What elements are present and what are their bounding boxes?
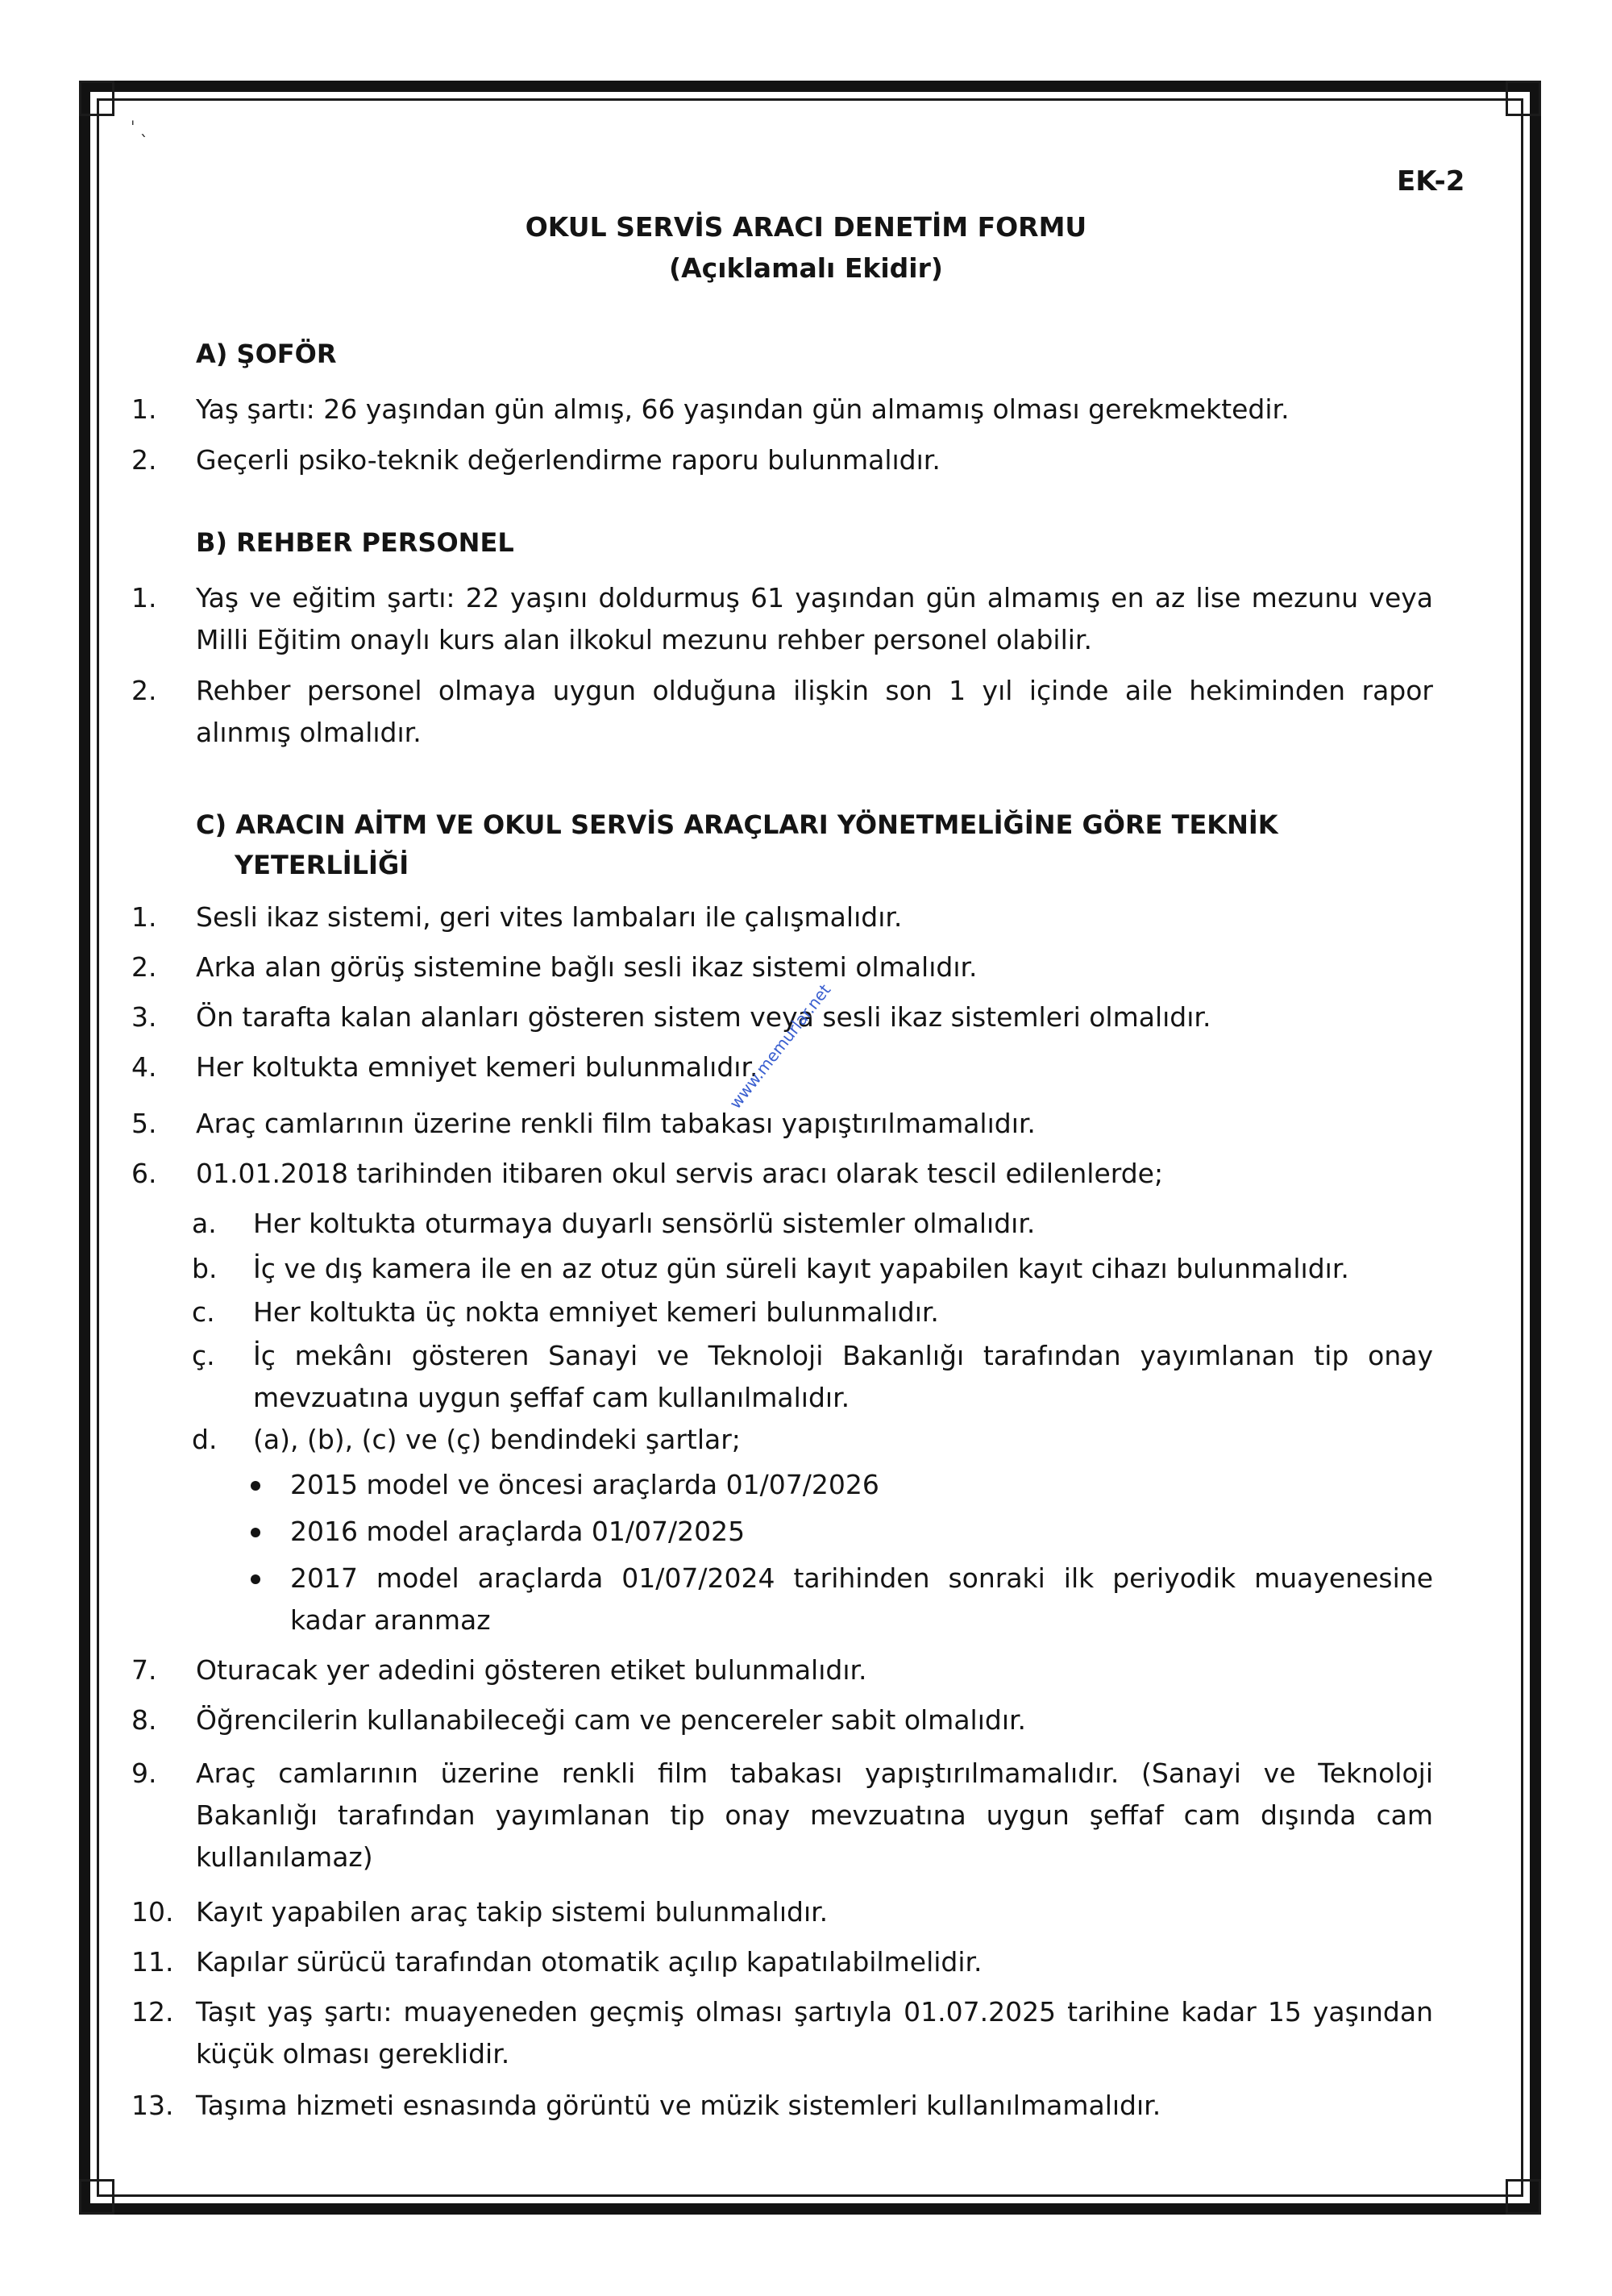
corner-ornament-top-right — [1506, 81, 1541, 116]
sub-item: c. Her koltukta üç nokta emniyet kemeri bulunmalıdır. — [192, 1296, 939, 1328]
list-item: 11. Kapılar sürücü tarafından otomatik açılıp kapatılabilmelidir. — [131, 1946, 983, 1978]
bullet-icon — [251, 1528, 260, 1537]
list-item: 1. Sesli ikaz sistemi, geri vites lambaları ile çalışmalıdır. — [131, 901, 903, 933]
list-item: 9. Araç camlarının üzerine renkli film tabakası yapıştırılmamalıdır. (Sanayi ve Teknoloji Bakanlığı tarafından yayımlanan tip onay mevzuatına uygun şeffaf cam dışında cam kullanılamaz) — [131, 1757, 1433, 1873]
corner-ornament-bottom-right — [1506, 2179, 1541, 2215]
list-item: 12. Taşıt yaş şartı: muayeneden geçmiş olması şartıyla 01.07.2025 tarihine kadar 15 yaşından küçük olması gereklidir. — [131, 1996, 1433, 2069]
sub-item: a. Her koltukta oturmaya duyarlı sensörlü sistemler olmalıdır. — [192, 1208, 1036, 1239]
list-item: 8. Öğrencilerin kullanabileceği cam ve pencereler sabit olmalıdır. — [131, 1704, 1027, 1736]
section-heading-a: A) ŞOFÖR — [196, 339, 337, 369]
list-item: 7. Oturacak yer adedini gösteren etiket bulunmalıdır. — [131, 1654, 867, 1686]
document-title: OKUL SERVİS ARACI DENETİM FORMU — [525, 211, 1087, 243]
list-item: 6. 01.01.2018 tarihinden itibaren okul servis aracı olarak tescil edilenlerde; — [131, 1158, 1164, 1189]
list-item: 2. Geçerli psiko-teknik değerlendirme raporu bulunmalıdır. — [131, 444, 941, 476]
section-heading-c: C) ARACIN AİTM VE OKUL SERVİS ARAÇLARI YÖNETMELİĞİNE GÖRE TEKNİK YETERLİLİĞİ — [196, 809, 1278, 880]
list-item: 13. Taşıma hizmeti esnasında görüntü ve müzik sistemleri kullanılmamalıdır. — [131, 2090, 1161, 2121]
sub-item: b. İç ve dış kamera ile en az otuz gün süreli kayıt yapabilen kayıt cihazı bulunmalıdır. — [192, 1253, 1349, 1284]
list-item: 5. Araç camlarının üzerine renkli film tabakası yapıştırılmamalıdır. — [131, 1108, 1036, 1139]
annex-label: EK-2 — [1397, 165, 1465, 198]
list-item: 2. Rehber personel olmaya uygun olduğuna ilişkin son 1 yıl içinde aile hekiminden rapor alınmış olmalıdır. — [131, 675, 1433, 748]
scan-speck: ˈ ˎ — [131, 118, 148, 137]
corner-ornament-bottom-left — [79, 2179, 114, 2215]
bullet-item: 2016 model araçlarda 01/07/2025 — [244, 1511, 1433, 1553]
sub-item: d. (a), (b), (c) ve (ç) bendindeki şartlar; — [192, 1424, 741, 1455]
watermark: www.memurlar.net — [725, 980, 835, 1113]
document-subtitle: (Açıklamalı Ekidir) — [669, 252, 943, 284]
sub-item: ç. İç mekânı gösteren Sanayi ve Teknoloji Bakanlığı tarafından yayımlanan tip onay mevzuatına uygun şeffaf cam kullanılmalıdır. — [192, 1340, 1433, 1413]
bullet-icon — [251, 1481, 260, 1491]
list-item: 1. Yaş ve eğitim şartı: 22 yaşını doldurmuş 61 yaşından gün almamış en az lise mezunu veya Milli Eğitim onaylı kurs alan ilkokul mezunu rehber personel olabilir. — [131, 582, 1433, 655]
section-heading-b: B) REHBER PERSONEL — [196, 527, 514, 558]
bullet-icon — [251, 1574, 260, 1584]
list-item: 4. Her koltukta emniyet kemeri bulunmalıdır. — [131, 1051, 758, 1083]
corner-ornament-top-left — [79, 81, 114, 116]
list-item: 10. Kayıt yapabilen araç takip sistemi bulunmalıdır. — [131, 1896, 829, 1928]
list-item: 1. Yaş şartı: 26 yaşından gün almış, 66 yaşından gün almamış olması gerekmektedir. — [131, 393, 1290, 425]
bullet-item: 2017 model araçlarda 01/07/2024 tarihinden sonraki ilk periyodik muayenesine kadar aranmaz — [244, 1558, 1433, 1641]
list-item: 3. Ön tarafta kalan alanları gösteren sistem veya sesli ikaz sistemleri olmalıdır. — [131, 1001, 1211, 1033]
bullet-item: 2015 model ve öncesi araçlarda 01/07/2026 — [244, 1464, 1433, 1506]
list-item: 2. Arka alan görüş sistemine bağlı sesli ikaz sistemi olmalıdır. — [131, 951, 978, 983]
